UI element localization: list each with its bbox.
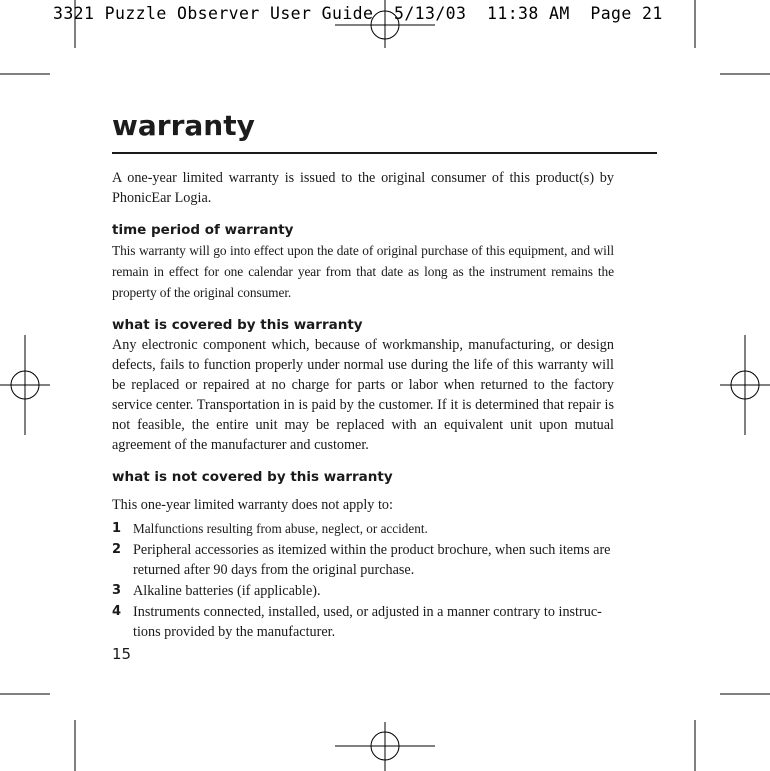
list-item-text: Alkaline batteries (if applicable). (133, 583, 321, 599)
exclusions-list (112, 519, 614, 642)
covered-body: Any electronic component which, because of workmanship, manufacturing, or design defects, fails to function properly under normal use during the life of this warranty will be replaced or repaired at no charge for parts or labor when returned to the factory service center. Transportation in is paid by the customer. If it is determined that repair is not feasible, the entire unit may be replaced with an equivalent unit upon mutual agreement of the manufacturer and customer. (112, 337, 614, 453)
list-item-number: 1 (112, 521, 122, 536)
list-item-number: 4 (112, 604, 122, 619)
list-item-text: Peripheral accessories as itemized within the product brochure, when such items are returned after 90 days from the original purchase. (133, 542, 611, 578)
printer-slug-line: 3321 Puzzle Observer User Guide 5/13/03 11:38 AM Page 21 (53, 4, 663, 23)
title-rule (112, 152, 657, 154)
time-period-body: This warranty will go into effect upon the date of original purchase of this equipment, and will remain in effect for one calendar year from that date as long as the instrument remains the property of the original consumer. (112, 243, 614, 300)
list-item-number: 3 (112, 583, 122, 598)
page-number: 15 (112, 645, 132, 663)
list-item-text: Instruments connected, installed, used, or adjusted in a manner contrary to instruc-tions provided by the manufacturer. (133, 604, 602, 640)
list-item (112, 581, 614, 601)
warranty-content (112, 168, 614, 643)
time-period-heading: time period of warranty (112, 222, 294, 238)
list-item (112, 540, 614, 580)
intro-paragraph: A one-year limited warranty is issued to the original consumer of this product(s) by PhonicEar Logia. (112, 170, 614, 206)
list-item (112, 602, 614, 642)
not-covered-heading: what is not covered by this warranty (112, 469, 393, 485)
not-covered-intro: This one-year limited warranty does not apply to: (112, 497, 393, 513)
list-item (112, 519, 614, 539)
page-title: warranty (112, 109, 255, 142)
covered-heading: what is covered by this warranty (112, 317, 363, 333)
list-item-text: Malfunctions resulting from abuse, neglect, or accident. (133, 521, 428, 536)
list-item-number: 2 (112, 542, 122, 557)
